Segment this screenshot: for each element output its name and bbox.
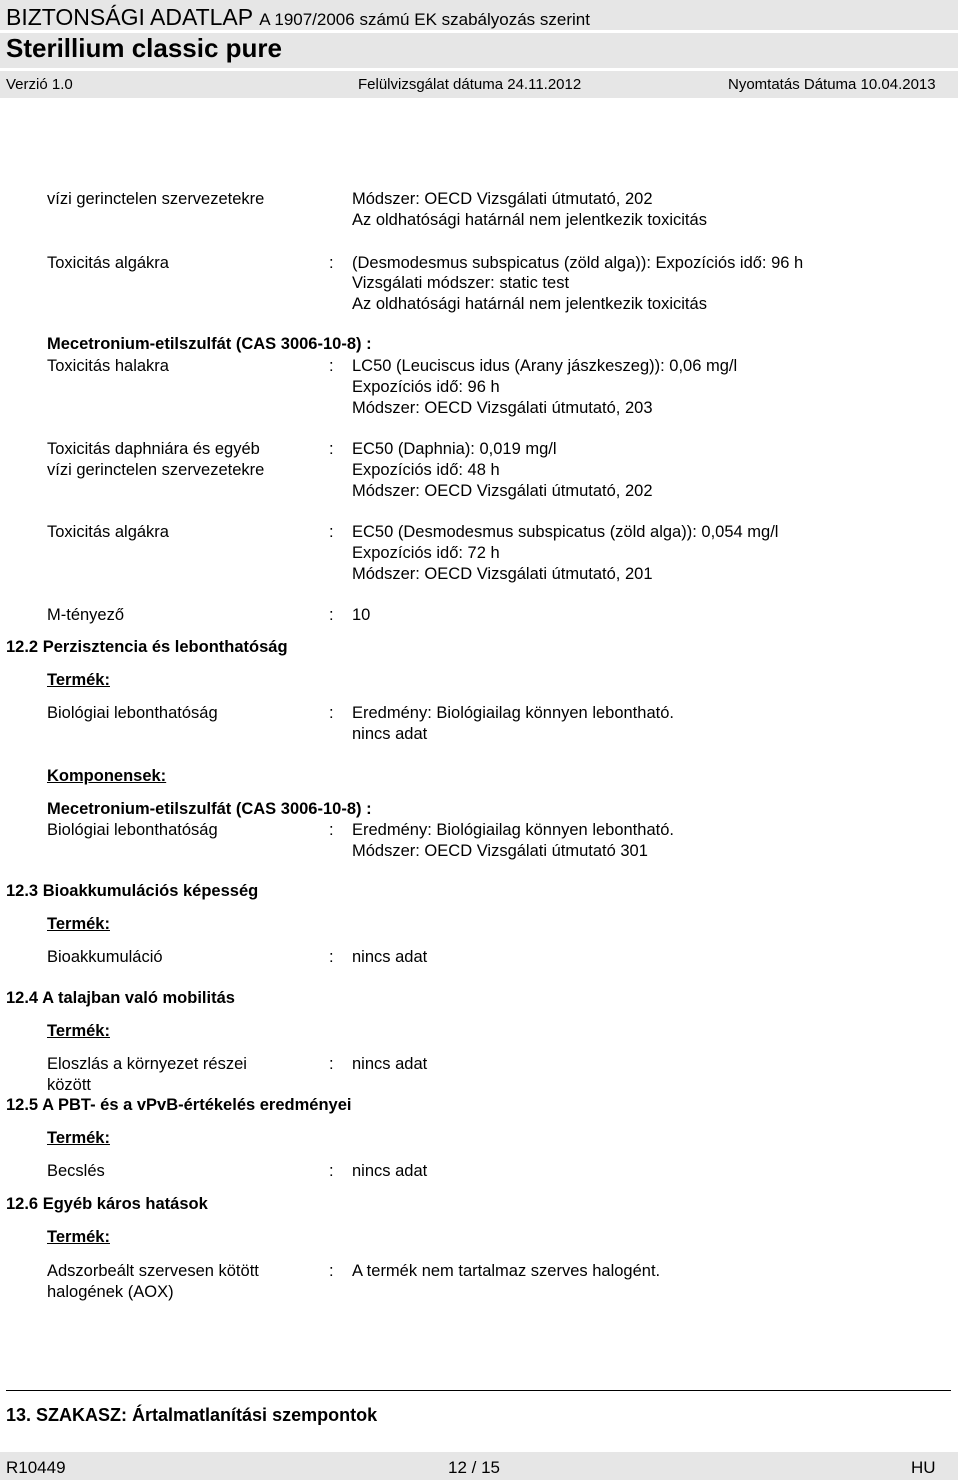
section-heading: 12.5 A PBT- és a vPvB-értékelés eredményei — [6, 1096, 352, 1114]
components-label: Komponensek: — [47, 767, 167, 785]
section-heading: 12.4 A talajban való mobilitás — [6, 989, 235, 1007]
colon: : — [329, 254, 334, 272]
biodegradability-value: Eredmény: Biológiailag könnyen lebontható. — [352, 821, 674, 839]
biodegradability-label: Biológiai lebonthatóság — [47, 821, 218, 839]
biodegradability-label: Biológiai lebonthatóság — [47, 704, 218, 722]
toxicity-label: Toxicitás daphniára és egyéb — [47, 440, 260, 458]
assessment-value: nincs adat — [352, 1162, 428, 1180]
product-name: Sterillium classic pure — [6, 33, 283, 63]
colon: : — [329, 1262, 334, 1280]
section-heading: 12.2 Perzisztencia és lebonthatóság — [6, 638, 288, 656]
revision-date: Felülvizsgálat dátuma 24.11.2012 — [358, 76, 582, 93]
colon: : — [329, 440, 334, 458]
print-date: Nyomtatás Dátuma 10.04.2013 — [728, 76, 936, 93]
colon: : — [329, 1162, 334, 1180]
aox-label: Adszorbeált szervesen kötött — [47, 1262, 259, 1280]
toxicity-value: EC50 (Desmodesmus subspicatus (zöld alga)): 0,054 mg/l — [352, 523, 779, 541]
toxicity-label: Toxicitás algákra — [47, 523, 169, 541]
section-divider — [6, 1390, 951, 1391]
product-label: Termék: — [47, 915, 110, 933]
aox-label: halogének (AOX) — [47, 1283, 174, 1301]
product-label: Termék: — [47, 671, 110, 689]
toxicity-value: Az oldhatósági határnál nem jelentkezik toxicitás — [352, 295, 707, 313]
aox-value: A termék nem tartalmaz szerves halogént. — [352, 1262, 661, 1280]
toxicity-value: Az oldhatósági határnál nem jelentkezik toxicitás — [352, 211, 707, 229]
product-label: Termék: — [47, 1228, 110, 1246]
version: Verzió 1.0 — [6, 76, 73, 93]
mobility-label: Eloszlás a környezet részei — [47, 1055, 247, 1073]
title-main: BIZTONSÁGI ADATLAP — [6, 4, 254, 30]
assessment-label: Becslés — [47, 1162, 105, 1180]
component-heading: Mecetronium-etilszulfát (CAS 3006-10-8) : — [47, 800, 372, 818]
colon: : — [329, 523, 334, 541]
bioaccumulation-value: nincs adat — [352, 948, 428, 966]
toxicity-label: Toxicitás halakra — [47, 357, 169, 375]
biodegradability-value: Eredmény: Biológiailag könnyen lebontható. — [352, 704, 674, 722]
toxicity-value: Expozíciós idő: 72 h — [352, 544, 500, 562]
component-heading: Mecetronium-etilszulfát (CAS 3006-10-8) : — [47, 335, 372, 353]
page-number: 12 / 15 — [448, 1458, 500, 1477]
language-code: HU — [911, 1458, 936, 1477]
mobility-value: nincs adat — [352, 1055, 428, 1073]
toxicity-value: Módszer: OECD Vizsgálati útmutató, 202 — [352, 190, 653, 208]
bioaccumulation-label: Bioakkumuláció — [47, 948, 163, 966]
colon: : — [329, 704, 334, 722]
colon: : — [329, 1055, 334, 1073]
toxicity-value: Vizsgálati módszer: static test — [352, 274, 570, 292]
section-heading: 13. SZAKASZ: Ártalmatlanítási szempontok — [6, 1405, 378, 1425]
toxicity-value: Expozíciós idő: 48 h — [352, 461, 500, 479]
toxicity-value: LC50 (Leuciscus idus (Arany jászkeszeg)): 0,06 mg/l — [352, 357, 738, 375]
section-heading: 12.6 Egyéb káros hatások — [6, 1195, 208, 1213]
toxicity-label: Toxicitás algákra — [47, 254, 169, 272]
biodegradability-value: nincs adat — [352, 725, 428, 743]
product-label: Termék: — [47, 1129, 110, 1147]
toxicity-label: vízi gerinctelen szervezetekre — [47, 190, 265, 208]
mobility-label: között — [47, 1076, 92, 1094]
colon: : — [329, 948, 334, 966]
toxicity-value: Módszer: OECD Vizsgálati útmutató, 201 — [352, 565, 653, 583]
toxicity-value: EC50 (Daphnia): 0,019 mg/l — [352, 440, 557, 458]
toxicity-value: Módszer: OECD Vizsgálati útmutató, 202 — [352, 482, 653, 500]
toxicity-label: vízi gerinctelen szervezetekre — [47, 461, 265, 479]
section-heading: 12.3 Bioakkumulációs képesség — [6, 882, 259, 900]
document-title — [6, 4, 590, 31]
header-divider — [0, 68, 958, 71]
title-regulation: A 1907/2006 számú EK szabályozás szerint — [259, 10, 590, 29]
product-label: Termék: — [47, 1022, 110, 1040]
biodegradability-value: Módszer: OECD Vizsgálati útmutató 301 — [352, 842, 648, 860]
toxicity-value: (Desmodesmus subspicatus (zöld alga)): Expozíciós idő: 96 h — [352, 254, 804, 272]
document-code: R10449 — [6, 1458, 66, 1477]
m-factor-value: 10 — [352, 606, 371, 624]
colon: : — [329, 357, 334, 375]
toxicity-value: Expozíciós idő: 96 h — [352, 378, 500, 396]
m-factor-label: M-tényező — [47, 606, 125, 624]
toxicity-value: Módszer: OECD Vizsgálati útmutató, 203 — [352, 399, 653, 417]
colon: : — [329, 821, 334, 839]
colon: : — [329, 606, 334, 624]
